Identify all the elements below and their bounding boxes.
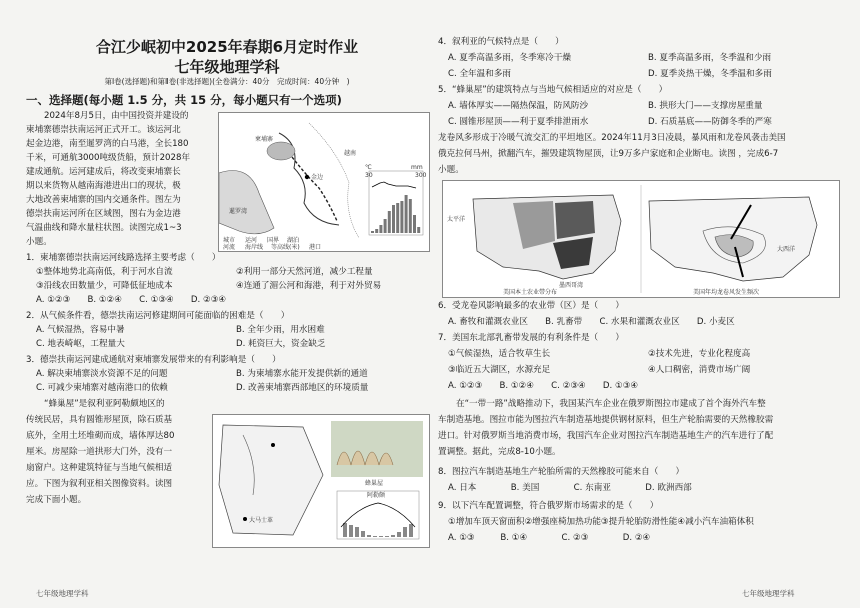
q1-option-4[interactable]: ④连通了湄公河和海港，利于对外贸易 [236, 281, 382, 291]
legend-river: 河流 [223, 244, 236, 251]
aleppo-precip-bar [409, 524, 413, 537]
q2-option-b[interactable]: B. 全年少雨，用水困难 [236, 325, 325, 335]
aleppo-precip-bar [397, 532, 401, 537]
precip-bar [405, 195, 408, 233]
canal-map-svg [219, 113, 429, 251]
q7-option-3[interactable]: ③临近五大湖区，水源充足 [448, 365, 551, 375]
precip-bar [417, 227, 420, 233]
legend-coast: 海岸线 [245, 244, 264, 251]
climate-pmax: 300 [415, 172, 427, 179]
aleppo-precip-bar [385, 536, 389, 537]
climate-unit-t: ℃ [365, 164, 372, 171]
precip-bar [379, 225, 382, 233]
legend-city: 城市 [223, 237, 236, 244]
climate-tmax: 30 [365, 172, 373, 179]
q1-choices[interactable]: A. ①②③ B. ①②④ C. ①③④ D. ②③④ [36, 295, 227, 305]
precip-bar [384, 219, 387, 233]
q3-option-b[interactable]: B. 为柬埔寨水能开发提供新的通道 [236, 369, 368, 379]
exam-subject: 七年级地理学科 [174, 58, 280, 76]
aleppo-precip-bar [355, 527, 359, 537]
q3-option-c[interactable]: C. 可减少柬埔寨对越南港口的依赖 [36, 383, 168, 393]
legend-port: 港口 [309, 244, 322, 251]
beehive-line: 厘米。房屋除一道拱形大门外，没有一 [26, 447, 173, 457]
russia-intro-line: 在“一带一路”战略推动下，我国某汽车企业在俄罗斯图拉市建成了首个海外汽车整 [456, 399, 766, 409]
intro-line: 期以来货物从越南海港进出口的现状，极 [26, 181, 181, 191]
intro-line: 德崇扶南运河所在区域图，图右为金边港 [26, 209, 181, 219]
caption-agri-map: 美国本土农业带分布 [503, 289, 558, 296]
aleppo-precip-bar [373, 536, 377, 537]
syria-figure-svg [213, 415, 429, 547]
us-intro-line: 小题。 [438, 165, 464, 175]
aleppo-precip-bar [349, 525, 353, 537]
map-label-phnom-penh: 金边 [311, 174, 324, 181]
q4-option-d[interactable]: D. 夏季炎热干燥，冬季温和多雨 [648, 69, 772, 79]
q7-choices[interactable]: A. ①②③ B. ①②④ C. ②③④ D. ①③④ [448, 381, 639, 391]
q5-option-d[interactable]: D. 石质基底——防御冬季的严寒 [648, 117, 772, 127]
q7-option-1[interactable]: ①气候湿热，适合牧草生长 [448, 349, 551, 359]
legend-canal: 运河 [245, 237, 258, 244]
q4-stem: 4．叙利亚的气候特点是（ ） [438, 37, 564, 47]
beehive-line: 完成下面小题。 [26, 495, 87, 505]
intro-line: 小题。 [26, 237, 52, 247]
exam-title: 合江少岷初中2025年春期6月定时作业 [95, 38, 359, 56]
label-atlantic: 大西洋 [777, 246, 796, 253]
q1-option-3[interactable]: ③沿线农田数量少，可降低征地成本 [36, 281, 173, 291]
q8-choices[interactable]: A. 日本 B. 美国 C. 东南亚 D. 欧洲西部 [448, 483, 692, 493]
q5-option-c[interactable]: C. 圆锥形屋顶——利于夏季排泄雨水 [448, 117, 589, 127]
q1-option-1[interactable]: ①整体地势北高南低，利于河水自流 [36, 267, 173, 277]
intro-line: 千米，可通航3000吨级货船，预计2028年 [26, 153, 191, 163]
q4-option-c[interactable]: C. 全年温和多雨 [448, 69, 512, 79]
q9-choices[interactable]: A. ①③ B. ①④ C. ②③ D. ②④ [448, 533, 651, 543]
aleppo-precip-bar [361, 531, 365, 537]
city-dot-aleppo [271, 443, 275, 447]
beehive-line: 传统民居，具有圆锥形屋顶，除石质基 [26, 415, 173, 425]
section-heading: 一、选择题(每小题 1.5 分，共 15 分，每小题只有一个选项) [26, 93, 342, 107]
intro-line: 起金边港，南至暹罗湾的白马港，全长180 [26, 139, 189, 149]
russia-intro-line: 车制造基地。图拉市能为图拉汽车制造基地提供钢材原料，但生产轮胎需要的天然橡胶需 [438, 415, 774, 425]
climate-chart [365, 164, 427, 235]
city-dot-damascus [243, 517, 247, 521]
precip-bar [388, 211, 391, 233]
chart-caption-aleppo: 阿勒颇 [367, 492, 386, 499]
q2-stem: 2．从气候条件看，德崇扶南运河修建期间可能面临的困难是（ ） [26, 311, 290, 321]
map-label-vietnam: 越南 [344, 150, 357, 157]
precip-bar [396, 203, 399, 233]
q5-option-b[interactable]: B. 拱形大门——支撑房屋重量 [648, 101, 763, 111]
q9-options[interactable]: ①增加车顶天窗面积②增强座椅加热功能③提升轮胎防滑性能④减小汽车油箱体积 [448, 517, 754, 527]
canal-map-figure [218, 112, 430, 252]
us-intro-line: 龙卷风多形成于冷暖气流交汇的平坦地区。2024年11月3日凌晨，暴风雨和龙卷风袭击美国 [438, 133, 786, 143]
q6-stem: 6．受龙卷风影响最多的农业带（区）是（ ） [438, 301, 624, 311]
footer-right: 七年级地理学科 [742, 589, 795, 598]
precip-bar [375, 229, 378, 233]
aleppo-precip-bar [379, 536, 383, 537]
us-intro-line: 俄克拉何马州，掀翻汽车，摧毁建筑物屋顶，让9万多户家庭和企业断电。读图 ，完成6-7 [438, 149, 779, 159]
q3-option-a[interactable]: A. 解决柬埔寨淡水资源不足的问题 [36, 369, 168, 379]
corn-belt [555, 201, 595, 239]
q2-option-c[interactable]: C. 地表崎岖，工程量大 [36, 339, 125, 349]
q1-stem: 1．柬埔寨德崇扶南运河线路选择主要考虑（ ） [26, 253, 221, 263]
q8-stem: 8．图拉汽车制造基地生产轮胎所需的天然橡胶可能来自（ ） [438, 467, 685, 477]
q5-stem: 5．“蜂巢屋”的建筑特点与当地气候相适应的对应是（ ） [438, 85, 668, 95]
lake-shape [267, 142, 295, 160]
climate-unit-p: mm [411, 164, 423, 171]
precip-bar [413, 215, 416, 233]
map-label-damascus: 大马士革 [249, 517, 274, 524]
q3-option-d[interactable]: D. 改善柬埔寨西部地区的环境质量 [236, 383, 369, 393]
q3-stem: 3．德崇扶南运河建成通航对柬埔寨发展带来的有利影响是（ ） [26, 355, 281, 365]
intro-line: 柬埔寨德崇扶南运河正式开工。该运河北 [26, 125, 181, 135]
aleppo-precip-bar [367, 535, 371, 537]
map-label-gulf: 暹罗湾 [229, 208, 248, 215]
caption-tornado-map: 美国年均龙卷风发生频次 [693, 289, 760, 296]
city-dot [305, 175, 309, 179]
q5-option-a[interactable]: A. 墙体厚实——隔热保温，防风防沙 [448, 101, 589, 111]
q6-choices[interactable]: A. 畜牧和灌溉农业区 B. 乳畜带 C. 水果和灌溉农业区 D. 小麦区 [448, 317, 735, 327]
footer-left: 七年级地理学科 [36, 589, 89, 598]
q4-option-a[interactable]: A. 夏季高温多雨，冬季寒冷干燥 [448, 53, 571, 63]
precip-bar [371, 231, 374, 233]
legend-border: 国界 [267, 237, 280, 244]
aleppo-precip-bar [343, 523, 347, 537]
aleppo-precip-bar [391, 535, 395, 537]
beehive-line: 应。下图为叙利亚相关图像资料。读图 [26, 479, 173, 489]
photo-caption: 蜂巢屋 [365, 480, 384, 487]
map-label-cambodia: 柬埔寨 [255, 136, 274, 143]
russia-intro-line: 置调整。据此，完成8-10小题。 [438, 447, 561, 457]
beehive-line: 底外，全用土坯堆砌而成，墙体厚达80 [26, 431, 175, 441]
legend-lake: 湖泊 [287, 237, 300, 244]
q1-option-2[interactable]: ②利用一部分天然河道，减少工程量 [236, 267, 373, 277]
beehive-line: 扇窗户。这种建筑特征与当地气候相适 [26, 463, 173, 473]
aleppo-precip-bar [403, 527, 407, 537]
beehive-photo [331, 421, 423, 477]
syria-figure [212, 414, 430, 548]
legend-contour: 等高线(米) [271, 244, 300, 251]
q2-option-d[interactable]: D. 耗资巨大，资金缺乏 [236, 339, 326, 349]
q4-option-b[interactable]: B. 夏季高温多雨，冬季温和少雨 [648, 53, 772, 63]
usa-maps-figure [442, 180, 840, 298]
intro-line: 2024年8月5日，由中国投资并建设的 [44, 111, 189, 121]
russia-intro-line: 进口。针对俄罗斯当地消费市场，我国汽车企业对图拉汽车制造基地生产的汽车进行了配 [438, 431, 774, 441]
q7-stem: 7．美国东北部乳畜带发展的有利条件是（ ） [438, 333, 624, 343]
usa-maps-svg [443, 181, 839, 297]
q7-option-4[interactable]: ④人口稠密，消费市场广阔 [648, 365, 751, 375]
q9-stem: 9．以下汽车配置调整，符合俄罗斯市场需求的是（ ） [438, 501, 659, 511]
intro-line: 气温曲线和降水量柱状图。读图完成1~3 [26, 223, 182, 233]
label-gulf-mexico: 墨西哥湾 [559, 282, 584, 289]
exam-meta: 第Ⅰ卷(选择题)和第Ⅱ卷(非选择题)(全卷满分：40分 完成时间：40分钟 ) [104, 77, 350, 86]
q7-option-2[interactable]: ②技术先进，专业化程度高 [648, 349, 751, 359]
label-pacific: 太平洋 [447, 216, 466, 223]
precip-bar [392, 205, 395, 233]
intro-line: 建成通航。运河建成后，将改变柬埔寨长 [26, 167, 181, 177]
precip-bar [409, 199, 412, 233]
beehive-line: “蜂巢屋”是叙利亚阿勒颇地区的 [44, 399, 165, 409]
intro-line: 大地改善柬埔寨的国内交通条件。图左为 [26, 195, 181, 205]
q2-option-a[interactable]: A. 气候湿热，容易中暑 [36, 325, 125, 335]
precip-bar [400, 201, 403, 233]
